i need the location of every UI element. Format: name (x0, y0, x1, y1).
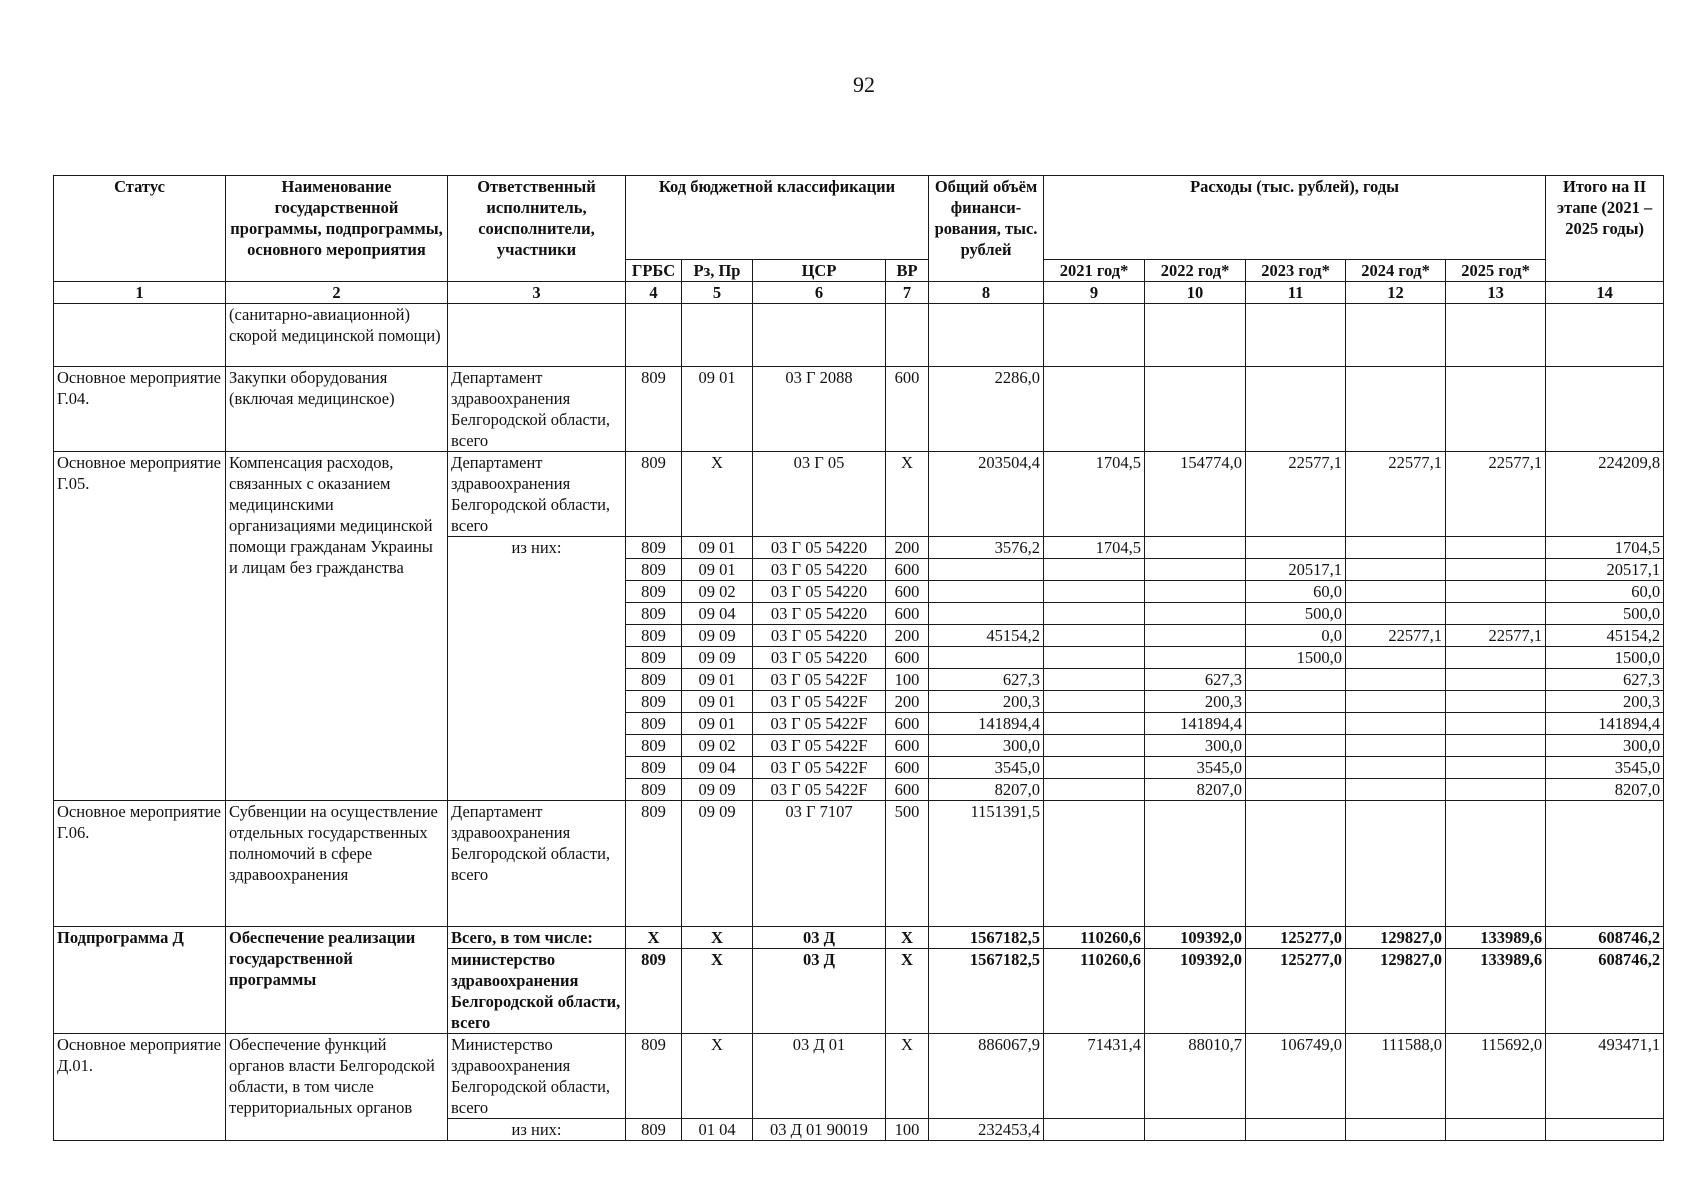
y2022-cell: 3545,0 (1145, 757, 1246, 779)
y2024-cell (1346, 537, 1446, 559)
csr-cell: 03 Г 05 5422F (753, 735, 886, 757)
total-cell: 45154,2 (929, 625, 1044, 647)
y2025-cell (1446, 713, 1546, 735)
csr-cell: 03 Д 01 (753, 1034, 886, 1119)
csr-cell: 03 Г 05 54220 (753, 625, 886, 647)
csr-cell: 03 Д 01 90019 (753, 1119, 886, 1141)
name-cell: Обеспечение функций органов власти Белгородской области, в том числе территориальных органов (226, 1034, 448, 1141)
name-cell: Субвенции на осуществление отдельных государственных полномочий в сфере здравоохранения (226, 801, 448, 927)
y2022-cell (1145, 367, 1246, 452)
rzpr-cell: 01 04 (682, 1119, 753, 1141)
grbs-cell: 809 (626, 647, 682, 669)
y2021-cell (1044, 625, 1145, 647)
header-status: Статус (54, 176, 226, 282)
header-2022: 2022 год* (1145, 260, 1246, 282)
y2021-cell: 1704,5 (1044, 452, 1145, 537)
y2021-cell: 71431,4 (1044, 1034, 1145, 1119)
stage-total-cell: 8207,0 (1546, 779, 1664, 801)
y2023-cell: 22577,1 (1246, 452, 1346, 537)
y2022-cell (1145, 801, 1246, 927)
column-number: 9 (1044, 282, 1145, 304)
table-row (54, 1034, 1664, 1119)
rzpr-cell: 09 01 (682, 691, 753, 713)
total-cell: 141894,4 (929, 713, 1044, 735)
header-rzpr: Рз, Пр (682, 260, 753, 282)
y2025-cell: 133989,6 (1446, 949, 1546, 1034)
y2024-cell (1346, 559, 1446, 581)
y2022-cell (1145, 647, 1246, 669)
table-row (54, 452, 1664, 537)
csr-cell: 03 Г 05 5422F (753, 669, 886, 691)
vr-cell: 100 (886, 1119, 929, 1141)
vr-cell: 600 (886, 367, 929, 452)
y2025-cell (1446, 559, 1546, 581)
y2025-cell: 115692,0 (1446, 1034, 1546, 1119)
name-cell: Компенсация расходов, связанных с оказанием медицинскими организациями медицинской помощи гражданам Украины и лицам без гражданства (226, 452, 448, 801)
grbs-cell: 809 (626, 625, 682, 647)
y2022-cell: 109392,0 (1145, 927, 1246, 949)
header-name: Наименование государственной программы, подпрограммы, основного мероприятия (226, 176, 448, 282)
rzpr-cell: 09 09 (682, 779, 753, 801)
y2023-cell (1246, 713, 1346, 735)
vr-cell: 200 (886, 537, 929, 559)
stage-total-cell: 608746,2 (1546, 927, 1664, 949)
csr-cell: 03 Г 05 54220 (753, 647, 886, 669)
y2023-cell (1246, 669, 1346, 691)
total-cell: 1567182,5 (929, 927, 1044, 949)
column-number: 13 (1446, 282, 1546, 304)
csr-cell: 03 Г 7107 (753, 801, 886, 927)
csr-cell: 03 Г 05 (753, 452, 886, 537)
y2023-cell (1246, 757, 1346, 779)
y2024-cell (1346, 713, 1446, 735)
vr-cell: 600 (886, 559, 929, 581)
rzpr-cell: 09 01 (682, 537, 753, 559)
header-2025: 2025 год* (1446, 260, 1546, 282)
y2022-cell: 88010,7 (1145, 1034, 1246, 1119)
executor-cell: Департамент здравоохранения Белгородской области, всего (448, 367, 626, 452)
y2023-cell: 500,0 (1246, 603, 1346, 625)
y2021-cell (1044, 559, 1145, 581)
column-number: 5 (682, 282, 753, 304)
header-2023: 2023 год* (1246, 260, 1346, 282)
executor-cell: министерство здравоохранения Белгородской области, всего (448, 949, 626, 1034)
y2025-cell (1446, 647, 1546, 669)
y2024-cell (1346, 669, 1446, 691)
stage-total-cell: 627,3 (1546, 669, 1664, 691)
y2022-cell: 109392,0 (1145, 949, 1246, 1034)
total-cell: 300,0 (929, 735, 1044, 757)
grbs-cell: 809 (626, 367, 682, 452)
total-cell: 3545,0 (929, 757, 1044, 779)
status-cell: Основное мероприятие Д.01. (54, 1034, 226, 1141)
y2022-cell: 8207,0 (1145, 779, 1246, 801)
y2021-cell: 110260,6 (1044, 927, 1145, 949)
executor-cell: из них: (448, 537, 626, 801)
column-number: 7 (886, 282, 929, 304)
y2024-cell: 22577,1 (1346, 625, 1446, 647)
table-row (54, 304, 1664, 367)
y2023-cell (1246, 367, 1346, 452)
y2024-cell (1346, 603, 1446, 625)
header-total: Общий объём финанси-рования, тыс. рублей (929, 176, 1044, 282)
y2023-cell: 20517,1 (1246, 559, 1346, 581)
grbs-cell: 809 (626, 949, 682, 1034)
column-number: 11 (1246, 282, 1346, 304)
y2024-cell: 129827,0 (1346, 949, 1446, 1034)
y2024-cell: 129827,0 (1346, 927, 1446, 949)
stage-total-cell (1546, 367, 1664, 452)
rzpr-cell: 09 02 (682, 581, 753, 603)
y2021-cell (1044, 779, 1145, 801)
csr-cell: 03 Г 2088 (753, 367, 886, 452)
y2025-cell: 22577,1 (1446, 625, 1546, 647)
rzpr-cell: 09 09 (682, 647, 753, 669)
y2025-cell: 22577,1 (1446, 452, 1546, 537)
stage-total-cell: 141894,4 (1546, 713, 1664, 735)
rzpr-cell: Х (682, 1034, 753, 1119)
grbs-cell: 809 (626, 801, 682, 927)
vr-cell: 600 (886, 735, 929, 757)
total-cell: 203504,4 (929, 452, 1044, 537)
stage-total-cell: 20517,1 (1546, 559, 1664, 581)
stage-total-cell: 45154,2 (1546, 625, 1664, 647)
grbs-cell: 809 (626, 779, 682, 801)
header-vr: ВР (886, 260, 929, 282)
y2021-cell (1044, 367, 1145, 452)
y2025-cell (1446, 691, 1546, 713)
table-row (54, 927, 1664, 949)
vr-cell: Х (886, 949, 929, 1034)
y2025-cell (1446, 367, 1546, 452)
grbs-cell: Х (626, 927, 682, 949)
y2022-cell: 141894,4 (1145, 713, 1246, 735)
y2024-cell (1346, 367, 1446, 452)
header-stage-total: Итого на II этапе (2021 – 2025 годы) (1546, 176, 1664, 282)
table-row (54, 367, 1664, 452)
rzpr-cell: 09 01 (682, 669, 753, 691)
total-cell: 886067,9 (929, 1034, 1044, 1119)
stage-total-cell: 200,3 (1546, 691, 1664, 713)
rzpr-cell: 09 01 (682, 559, 753, 581)
rzpr-cell: Х (682, 452, 753, 537)
stage-total-cell: 608746,2 (1546, 949, 1664, 1034)
y2025-cell (1446, 779, 1546, 801)
y2021-cell (1044, 1119, 1145, 1141)
page-number: 92 (853, 72, 875, 97)
vr-cell: 600 (886, 647, 929, 669)
vr-cell: 600 (886, 779, 929, 801)
y2025-cell (1446, 1119, 1546, 1141)
total-cell: 232453,4 (929, 1119, 1044, 1141)
y2025-cell (1446, 581, 1546, 603)
vr-cell: Х (886, 1034, 929, 1119)
y2021-cell: 1704,5 (1044, 537, 1145, 559)
name-cell: Обеспечение реализации государственной программы (226, 927, 448, 1034)
y2021-cell (1044, 691, 1145, 713)
total-cell (929, 647, 1044, 669)
y2023-cell (1246, 691, 1346, 713)
grbs-cell: 809 (626, 452, 682, 537)
stage-total-cell: 300,0 (1546, 735, 1664, 757)
y2023-cell (1246, 735, 1346, 757)
column-number-row (54, 282, 1664, 304)
csr-cell: 03 Г 05 5422F (753, 779, 886, 801)
header-2024: 2024 год* (1346, 260, 1446, 282)
y2023-cell: 60,0 (1246, 581, 1346, 603)
y2024-cell: 111588,0 (1346, 1034, 1446, 1119)
total-cell: 627,3 (929, 669, 1044, 691)
executor-cell: Департамент здравоохранения Белгородской области, всего (448, 452, 626, 537)
y2025-cell (1446, 801, 1546, 927)
rzpr-cell: 09 09 (682, 801, 753, 927)
y2023-cell: 0,0 (1246, 625, 1346, 647)
csr-cell: 03 Г 05 5422F (753, 691, 886, 713)
executor-cell: Департамент здравоохранения Белгородской области, всего (448, 801, 626, 927)
grbs-cell: 809 (626, 603, 682, 625)
executor-cell: Министерство здравоохранения Белгородской области, всего (448, 1034, 626, 1119)
y2022-cell (1145, 603, 1246, 625)
column-number: 12 (1346, 282, 1446, 304)
y2024-cell (1346, 801, 1446, 927)
csr-cell: 03 Г 05 54220 (753, 537, 886, 559)
csr-cell: 03 Г 05 5422F (753, 757, 886, 779)
y2022-cell: 300,0 (1145, 735, 1246, 757)
y2025-cell (1446, 669, 1546, 691)
total-cell: 2286,0 (929, 367, 1044, 452)
stage-total-cell: 3545,0 (1546, 757, 1664, 779)
y2024-cell (1346, 779, 1446, 801)
status-cell (54, 304, 226, 367)
grbs-cell: 809 (626, 537, 682, 559)
y2021-cell (1044, 801, 1145, 927)
y2024-cell (1346, 691, 1446, 713)
csr-cell: 03 Г 05 54220 (753, 581, 886, 603)
total-cell (929, 559, 1044, 581)
rzpr-cell: 09 04 (682, 603, 753, 625)
stage-total-cell: 1500,0 (1546, 647, 1664, 669)
y2023-cell: 125277,0 (1246, 949, 1346, 1034)
grbs-cell: 809 (626, 1119, 682, 1141)
rzpr-cell: Х (682, 927, 753, 949)
y2021-cell (1044, 581, 1145, 603)
vr-cell: 600 (886, 581, 929, 603)
column-number: 2 (226, 282, 448, 304)
grbs-cell: 809 (626, 1034, 682, 1119)
vr-cell: 600 (886, 757, 929, 779)
stage-total-cell: 493471,1 (1546, 1034, 1664, 1119)
csr-cell: 03 Д (753, 927, 886, 949)
header-executor: Ответственный исполнитель, соисполнители, участники (448, 176, 626, 282)
csr-cell: 03 Г 05 54220 (753, 559, 886, 581)
header-2021: 2021 год* (1044, 260, 1145, 282)
grbs-cell: 809 (626, 713, 682, 735)
vr-cell: Х (886, 927, 929, 949)
y2025-cell: 133989,6 (1446, 927, 1546, 949)
stage-total-cell: 1704,5 (1546, 537, 1664, 559)
header-budget-code: Код бюджетной классификации (626, 176, 929, 260)
rzpr-cell: 09 04 (682, 757, 753, 779)
budget-table (53, 175, 1664, 1141)
csr-cell: 03 Д (753, 949, 886, 1034)
stage-total-cell: 224209,8 (1546, 452, 1664, 537)
y2024-cell (1346, 647, 1446, 669)
vr-cell: 600 (886, 713, 929, 735)
vr-cell: 200 (886, 691, 929, 713)
y2022-cell (1145, 581, 1246, 603)
stage-total-cell (1546, 801, 1664, 927)
grbs-cell: 809 (626, 757, 682, 779)
y2021-cell (1044, 735, 1145, 757)
grbs-cell: 809 (626, 735, 682, 757)
rzpr-cell: Х (682, 949, 753, 1034)
stage-total-cell (1546, 1119, 1664, 1141)
column-number: 10 (1145, 282, 1246, 304)
header-expenses: Расходы (тыс. рублей), годы (1044, 176, 1546, 260)
executor-cell: из них: (448, 1119, 626, 1141)
column-number: 8 (929, 282, 1044, 304)
y2025-cell (1446, 537, 1546, 559)
y2025-cell (1446, 735, 1546, 757)
grbs-cell: 809 (626, 559, 682, 581)
name-cell: (санитарно-авиационной) скорой медицинской помощи) (226, 304, 448, 367)
total-cell: 1567182,5 (929, 949, 1044, 1034)
y2023-cell (1246, 537, 1346, 559)
vr-cell: 600 (886, 603, 929, 625)
y2024-cell (1346, 581, 1446, 603)
total-cell: 200,3 (929, 691, 1044, 713)
y2025-cell (1446, 757, 1546, 779)
y2022-cell (1145, 559, 1246, 581)
y2025-cell (1446, 603, 1546, 625)
name-cell: Закупки оборудования (включая медицинское) (226, 367, 448, 452)
column-number: 14 (1546, 282, 1664, 304)
status-cell: Основное мероприятие Г.06. (54, 801, 226, 927)
rzpr-cell: 09 09 (682, 625, 753, 647)
column-number: 6 (753, 282, 886, 304)
y2021-cell (1044, 713, 1145, 735)
total-cell: 8207,0 (929, 779, 1044, 801)
status-cell: Подпрограмма Д (54, 927, 226, 1034)
y2022-cell (1145, 1119, 1246, 1141)
y2024-cell (1346, 757, 1446, 779)
y2021-cell (1044, 647, 1145, 669)
y2021-cell: 110260,6 (1044, 949, 1145, 1034)
total-cell: 1151391,5 (929, 801, 1044, 927)
stage-total-cell: 500,0 (1546, 603, 1664, 625)
y2022-cell: 154774,0 (1145, 452, 1246, 537)
vr-cell: Х (886, 452, 929, 537)
grbs-cell: 809 (626, 691, 682, 713)
grbs-cell: 809 (626, 581, 682, 603)
y2024-cell (1346, 1119, 1446, 1141)
y2022-cell: 627,3 (1145, 669, 1246, 691)
y2023-cell: 1500,0 (1246, 647, 1346, 669)
y2021-cell (1044, 757, 1145, 779)
y2023-cell (1246, 801, 1346, 927)
csr-cell: 03 Г 05 54220 (753, 603, 886, 625)
rzpr-cell: 09 01 (682, 713, 753, 735)
y2022-cell: 200,3 (1145, 691, 1246, 713)
y2023-cell (1246, 779, 1346, 801)
total-cell: 3576,2 (929, 537, 1044, 559)
rzpr-cell: 09 01 (682, 367, 753, 452)
y2022-cell (1145, 537, 1246, 559)
y2022-cell (1145, 625, 1246, 647)
y2023-cell: 125277,0 (1246, 927, 1346, 949)
y2023-cell (1246, 1119, 1346, 1141)
column-number: 1 (54, 282, 226, 304)
header-grbs: ГРБС (626, 260, 682, 282)
status-cell: Основное мероприятие Г.05. (54, 452, 226, 801)
status-cell: Основное мероприятие Г.04. (54, 367, 226, 452)
vr-cell: 500 (886, 801, 929, 927)
total-cell (929, 581, 1044, 603)
y2024-cell (1346, 735, 1446, 757)
y2023-cell: 106749,0 (1246, 1034, 1346, 1119)
executor-cell: Всего, в том числе: (448, 927, 626, 949)
y2021-cell (1044, 669, 1145, 691)
stage-total-cell: 60,0 (1546, 581, 1664, 603)
y2021-cell (1044, 603, 1145, 625)
table-row (54, 801, 1664, 927)
vr-cell: 100 (886, 669, 929, 691)
vr-cell: 200 (886, 625, 929, 647)
column-number: 4 (626, 282, 682, 304)
total-cell (929, 603, 1044, 625)
y2024-cell: 22577,1 (1346, 452, 1446, 537)
rzpr-cell: 09 02 (682, 735, 753, 757)
csr-cell: 03 Г 05 5422F (753, 713, 886, 735)
column-number: 3 (448, 282, 626, 304)
header-csr: ЦСР (753, 260, 886, 282)
grbs-cell: 809 (626, 669, 682, 691)
